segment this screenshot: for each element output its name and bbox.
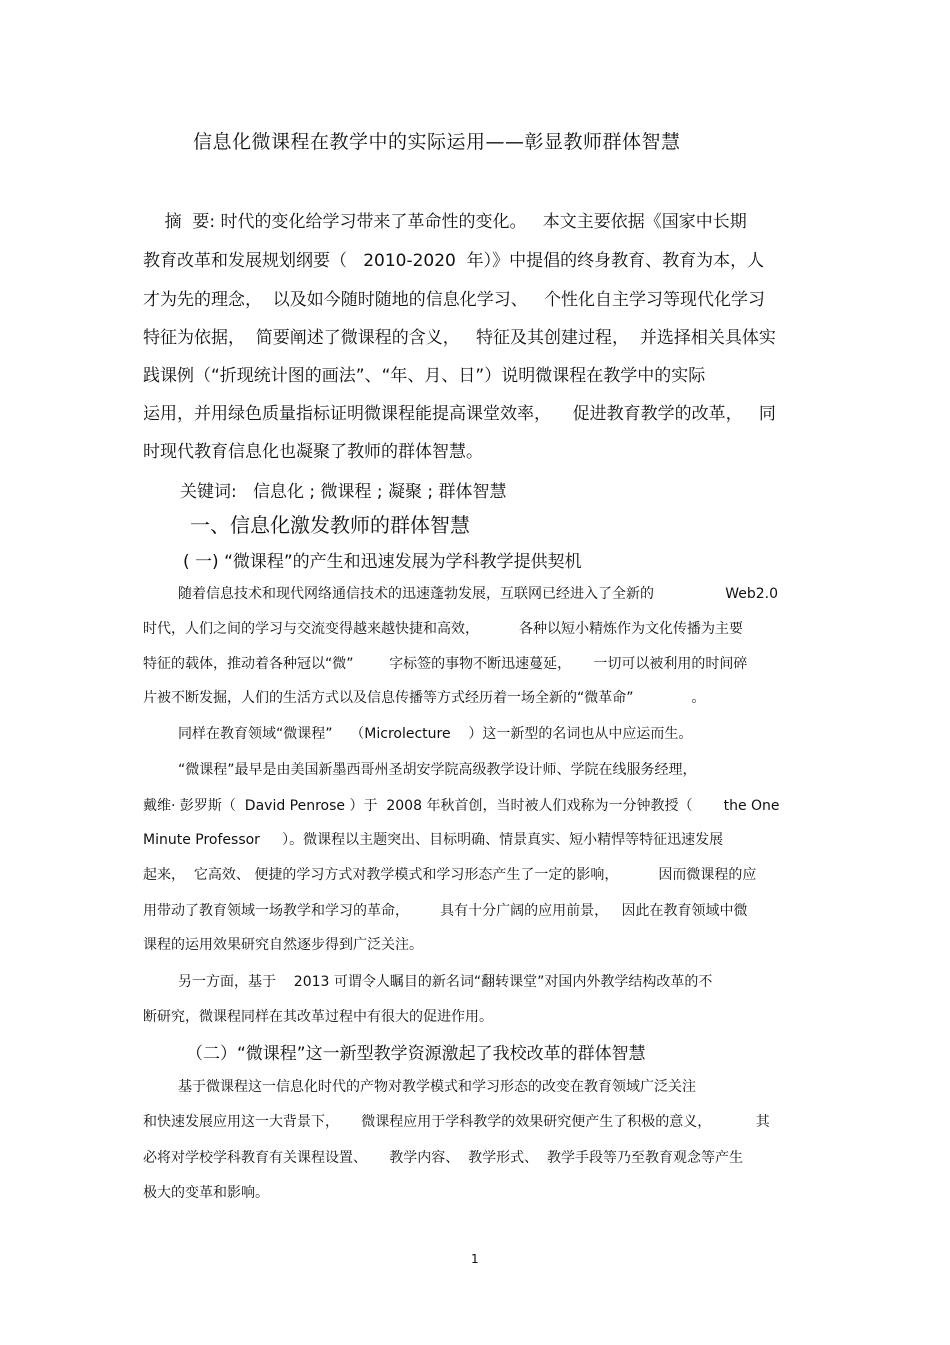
paragraph-line: 片被不断发掘，人们的生活方式以及信息传播等方式经历着一场全新的“微革命” 。 xyxy=(143,690,706,706)
paragraph-line: 同样在教育领域“微课程” （Microlecture ）这一新型的名词也从中应运而生。 xyxy=(178,726,693,742)
paragraph-line: 课程的运用效果研究自然逐步得到广泛关注。 xyxy=(143,937,423,953)
paragraph-line: 特征的载体，推动着各种冠以“微” 字标签的事物不断迅速蔓延， 一切可以被利用的时间碎 xyxy=(143,656,748,672)
subsection-heading: ( 一) “微课程”的产生和迅速发展为学科教学提供契机 xyxy=(183,552,582,572)
document-title: 信息化微课程在教学中的实际运用——彰显教师群体智慧 xyxy=(193,131,681,153)
abstract-line: 特征为依据， 简要阐述了微课程的含义， 特征及其创建过程， 并选择相关具体实 xyxy=(143,328,776,348)
page-number: 1 xyxy=(471,1252,479,1266)
section-heading: 一、信息化激发教师的群体智慧 xyxy=(190,513,470,537)
abstract-line: 才为先的理念， 以及如今随时随地的信息化学习、 个性化自主学习等现代化学习 xyxy=(143,290,766,310)
paragraph-line: 时代，人们之间的学习与交流变得越来越快捷和高效， 各种以短小精炼作为文化传播为主要 xyxy=(143,621,744,637)
paragraph-line: 用带动了教育领域一场教学和学习的革命， 具有十分广阔的应用前景， 因此在教育领域中微 xyxy=(143,903,748,919)
paragraph-line: 极大的变革和影响。 xyxy=(143,1185,269,1201)
subsection-heading: （二）“微课程”这一新型教学资源激起了我校改革的群体智慧 xyxy=(186,1044,646,1064)
abstract-line: 摘 要: 时代的变化给学习带来了革命性的变化。 本文主要依据《国家中长期 xyxy=(143,212,747,232)
keywords: 关键词: 信息化 ; 微课程 ; 凝聚 ; 群体智慧 xyxy=(180,482,507,502)
abstract-line: 运用，并用绿色质量指标证明微课程能提高课堂效率， 促进教育教学的改革， 同 xyxy=(143,404,776,424)
paragraph-line: 另一方面，基于 2013 可谓令人瞩目的新名词“翻转课堂”对国内外教学结构改革的不 xyxy=(178,974,713,990)
paragraph-line: Minute Professor ）。微课程以主题突出、目标明确、情景真实、短小精悍等特征迅速发展 xyxy=(143,832,724,848)
abstract-line: 教育改革和发展规划纲要（ 2010-2020 年）》中提倡的终身教育、教育为本，人 xyxy=(143,251,765,271)
paragraph-line: 断研究，微课程同样在其改革过程中有很大的促进作用。 xyxy=(143,1009,493,1025)
paragraph-line: 和快速发展应用这一大背景下， 微课程应用于学科教学的效果研究便产生了积极的意义， 其 xyxy=(143,1114,770,1130)
paragraph-line: 基于微课程这一信息化时代的产物对教学模式和学习形态的改变在教育领域广泛关注 xyxy=(178,1079,696,1095)
abstract-line: 时现代教育信息化也凝聚了教师的群体智慧。 xyxy=(143,442,483,462)
paragraph-line: 随着信息技术和现代网络通信技术的迅速蓬勃发展，互联网已经进入了全新的 Web2.0 xyxy=(178,586,778,602)
abstract-line: 践课例（“折现统计图的画法”、“年、月、日”）说明微课程在教学中的实际 xyxy=(143,366,706,386)
paragraph-line: 戴维· 彭罗斯（ David Penrose ）于 2008 年秋首创，当时被人们戏称为一分钟教授（ the One xyxy=(143,798,780,814)
paragraph-line: “微课程”最早是由美国新墨西哥州圣胡安学院高级教学设计师、学院在线服务经理， xyxy=(178,762,697,778)
paragraph-line: 起来， 它高效、 便捷的学习方式对教学模式和学习形态产生了一定的影响， 因而微课程的应 xyxy=(143,867,757,883)
paragraph-line: 必将对学校学科教育有关课程设置、 教学内容、 教学形式、 教学手段等乃至教育观念等产生 xyxy=(143,1150,744,1166)
